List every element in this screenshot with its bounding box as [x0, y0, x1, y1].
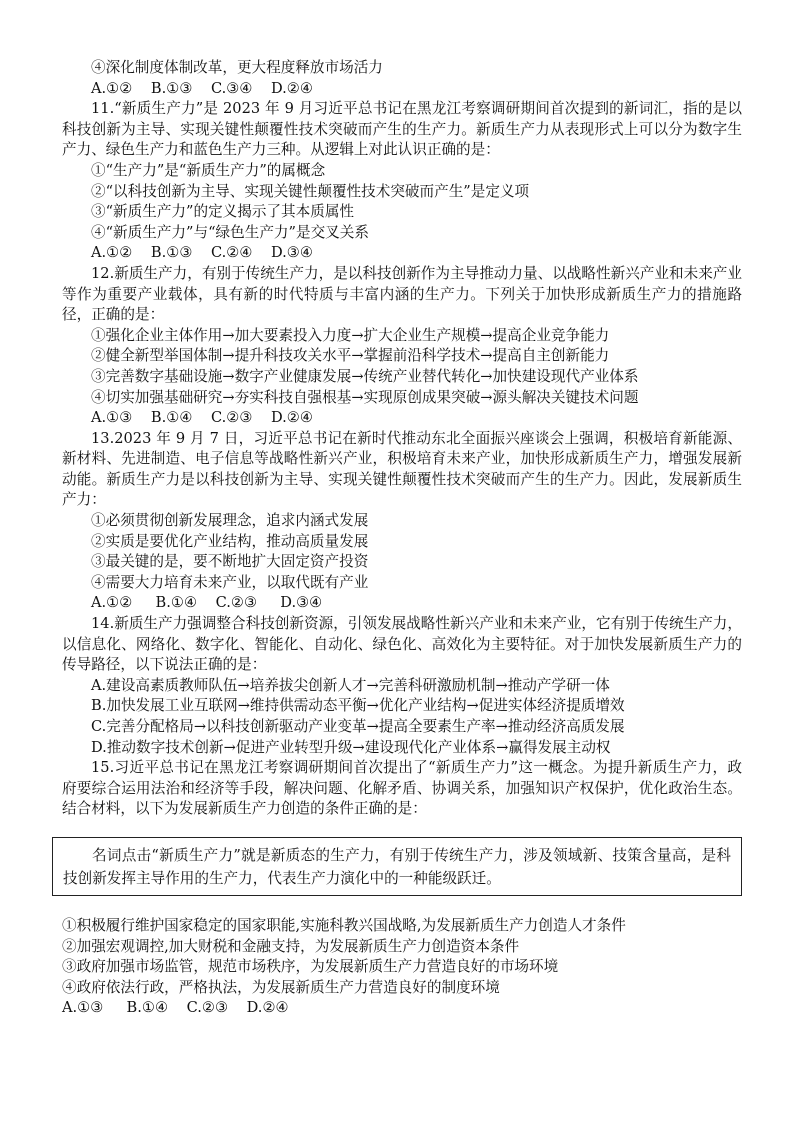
- question-13-stem: 13.2023 年 9 月 7 日，习近平总书记在新时代推动东北全面振兴座谈会上强调，积极培育新能源、新材料、先进制造、电子信息等战略性新兴产业，积极培育未来产业，加快形成新质生产力，增强发展新动能。新质生产力是以科技创新为主导、实现关键性颠覆性技术突破而产生的生产力。因此，发展新质生产力：: [62, 429, 742, 509]
- question-14-stem: 14.新质生产力强调整合科技创新资源，引领发展战略性新兴产业和未来产业，它有别于传统生产力，以信息化、网络化、数字化、智能化、自动化、绿色化、高效化为主要特征。对于加快发展新质生产力的传导路径，以下说法正确的是：: [62, 615, 742, 674]
- question-12-stem: 12.新质生产力，有别于传统生产力，是以科技创新作为主导推动力量、以战略性新兴产业和未来产业等作为重要产业载体，具有新的时代特质与丰富内涵的生产力。下列关于加快形成新质生产力的措施路径，正确的是：: [62, 264, 742, 324]
- question-15-item-1: ①积极履行维护国家稳定的国家职能,实施科教兴国战略,为发展新质生产力创造人才条件: [62, 916, 626, 934]
- question-11-item-1: ①“生产力”是“新质生产力”的属概念: [91, 161, 326, 179]
- question-14-option-d: D.推动数字技术创新→促进产业转型升级→建设现代化产业体系→赢得发展主动权: [91, 738, 611, 756]
- question-14-option-b: B.加快发展工业互联网→维持供需动态平衡→优化产业结构→促进实体经济提质增效: [91, 697, 625, 715]
- material-box: [52, 837, 742, 896]
- question-11-item-2: ②“以科技创新为主导、实现关键性颠覆性技术突破而产生”是定义项: [91, 182, 530, 200]
- question-15-answers: A.①③ B.①④ C.②③ D.②④: [62, 999, 289, 1017]
- question-11-item-3: ③“新质生产力”的定义揭示了其本质属性: [91, 203, 355, 221]
- question-14-option-c: C.完善分配格局→以科技创新驱动产业变革→提高全要素生产率→推动经济高质发展: [91, 718, 625, 735]
- question-15-item-4: ④政府依法行政，严格执法，为发展新质生产力营造良好的制度环境: [62, 978, 500, 996]
- question-14-option-a: A.建设高素质教师队伍→培养拔尖创新人才→完善科研激励机制→推动产学研一体: [91, 676, 610, 694]
- material-text: 名词点击“新质生产力”就是新质态的生产力，有别于传统生产力，涉及领域新、技策含量高，是科技创新发挥主导作用的生产力，代表生产力演化中的一种能级跃迁。: [63, 846, 731, 887]
- question-12-item-2: ②健全新型举国体制→提升科技攻关水平→掌握前沿科学技术→提高自主创新能力: [91, 347, 610, 365]
- question-11-item-4: ④“新质生产力”与“绿色生产力”是交叉关系: [91, 223, 369, 241]
- question-11-answers: A.①② B.①③ C.②④ D.③④: [91, 244, 313, 262]
- exam-page: [62, 58, 742, 1019]
- question-13-item-3: ③最关键的是，要不断地扩大固定资产投资: [91, 553, 369, 571]
- question-11-stem: 11.“新质生产力”是 2023 年 9 月习近平总书记在黑龙江考察调研期间首次提到的新词汇，指的是以科技创新为主导、实现关键性颠覆性技术突破而产生的生产力。新质生产力从表现形式上可以分为数字生产力、绿色生产力和蓝色生产力三种。从逻辑上对此认识正确的是：: [62, 100, 742, 159]
- question-15-stem: 15.习近平总书记在黑龙江考察调研期间首次提出了“新质生产力”这一概念。为提升新质生产力，政府要综合运用法治和经济等手段，解决问题、化解矛盾、协调关系，加强知识产权保护，优化政治生态。结合材料，以下为发展新质生产力创造的条件正确的是：: [62, 759, 742, 818]
- question-12-item-3: ③完善数字基础设施→数字产业健康发展→传统产业替代转化→加快建设现代产业体系: [91, 367, 639, 385]
- question-15-item-3: ③政府加强市场监管，规范市场秩序，为发展新质生产力营造良好的市场环境: [62, 958, 559, 976]
- option-item: ④深化制度体制改革，更大程度释放市场活力: [91, 59, 383, 76]
- question-13-item-2: ②实质是要优化产业结构，推动高质量发展: [91, 532, 369, 550]
- question-13-item-1: ①必须贯彻创新发展理念，追求内涵式发展: [91, 512, 369, 530]
- question-12-answers: A.①③ B.①④ C.②③ D.②④: [91, 409, 313, 427]
- question-12-item-4: ④切实加强基础研究→夯实科技自强根基→实现原创成果突破→源头解决关键技术问题: [91, 388, 639, 406]
- question-13-item-4: ④需要大力培育未来产业，以取代既有产业: [91, 573, 369, 591]
- question-13-answers: A.①② B.①④ C.②③ D.③④: [91, 594, 323, 612]
- question-15-item-2: ②加强宏观调控,加大财税和金融支持，为发展新质生产力创造资本条件: [62, 937, 520, 955]
- question-12-item-1: ①强化企业主体作用→加大要素投入力度→扩大企业生产规模→提高企业竞争能力: [91, 326, 610, 344]
- answer-choices: A.①② B.①③ C.③④ D.②④: [91, 79, 313, 97]
